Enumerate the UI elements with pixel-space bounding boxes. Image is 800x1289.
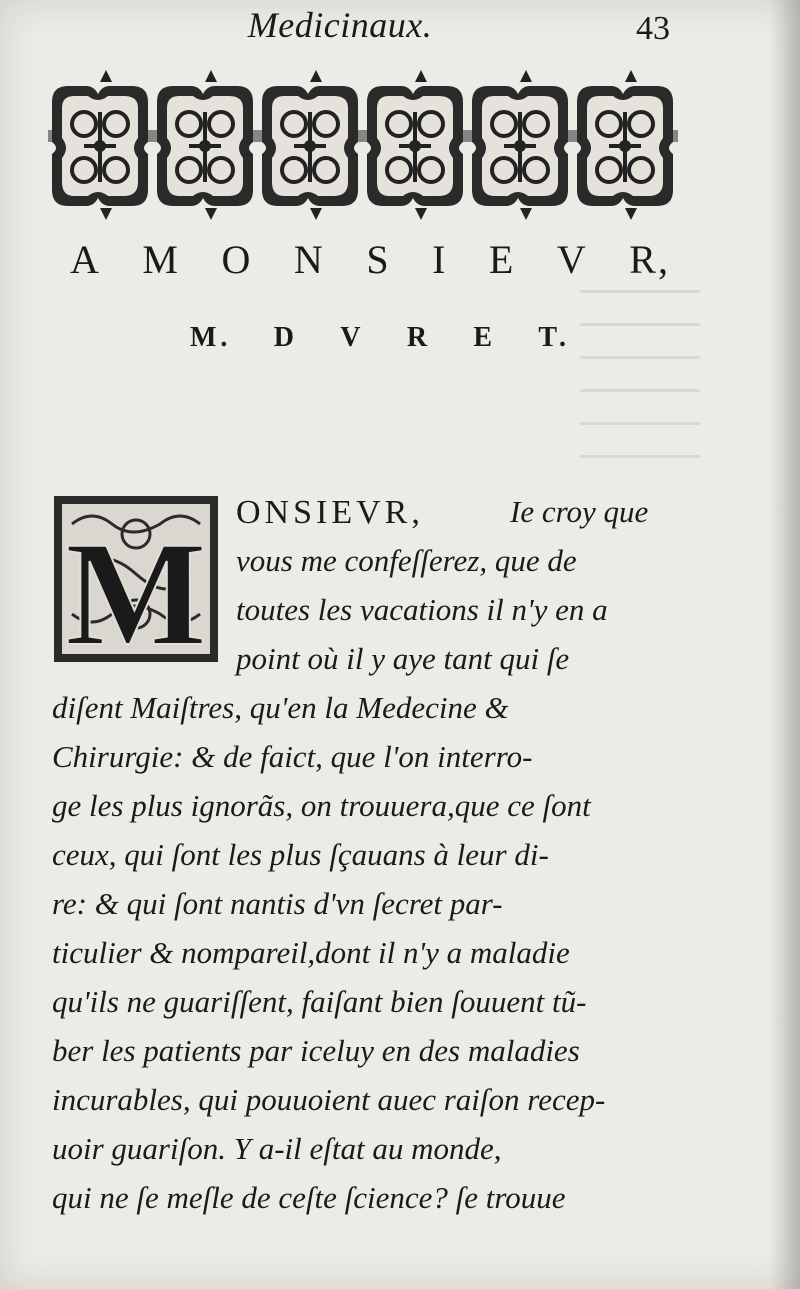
heading-letter: M	[142, 237, 180, 282]
heading-letter: T.	[538, 322, 570, 353]
heading-letter: E	[488, 237, 516, 282]
text-line: ber les patients par iceluy en des maladies	[52, 1033, 580, 1068]
opening-word: ONSIEVR,	[236, 494, 424, 531]
text-line: vous me confeſſerez, que de	[236, 543, 577, 578]
text-line: toutes les vacations il n'y en a	[236, 592, 608, 627]
text-line: Ie croy que	[510, 494, 649, 529]
dropcap-letter: M	[65, 511, 207, 664]
show-through-text	[580, 290, 700, 470]
text-line: diſent Maiſtres, qu'en la Medecine &	[52, 690, 509, 725]
heading-letter: M.	[190, 322, 232, 353]
heading-letter: A	[70, 237, 101, 282]
heading-letter: N	[293, 237, 325, 282]
heading-letter: V	[340, 322, 365, 353]
text-line: ceux, qui ſont les plus ſçauans à leur di-	[52, 837, 549, 872]
text-line: qui ne ſe meſle de ceſte ſcience? ſe trouue	[52, 1180, 566, 1215]
heading-letter: S	[366, 237, 391, 282]
text-line: point où il y aye tant qui ſe	[236, 641, 570, 676]
heading-letter: V	[556, 237, 588, 282]
text-line: incurables, qui pouuoient auec raiſon recep-	[52, 1082, 606, 1117]
heading-letter: O	[221, 237, 253, 282]
decorated-initial	[52, 494, 220, 664]
text-line: qu'ils ne guariſſent, faiſant bien ſouuent tũ-	[52, 984, 587, 1019]
heading-letter: I	[432, 237, 448, 282]
heading-letter: E	[473, 322, 497, 353]
heading-letter: R,	[629, 237, 670, 282]
text-line: ge les plus ignorãs, on trouuera,que ce ſont	[52, 788, 591, 823]
dedication-name	[190, 322, 570, 354]
text-line: Chirurgie: & de faict, que l'on interro-	[52, 739, 533, 774]
heading-letter: D	[273, 322, 298, 353]
page-edge-shadow	[770, 0, 800, 1289]
page-number: 43	[636, 10, 670, 47]
heading-letter: R	[406, 322, 432, 353]
decorative-headpiece	[48, 68, 678, 223]
running-head: Medicinaux.	[247, 5, 433, 45]
text-line: uoir guariſon. Y a-il eſtat au monde,	[52, 1131, 502, 1166]
text-line: ticulier & nompareil,dont il n'y a maladie	[52, 935, 570, 970]
text-line: re: & qui ſont nantis d'vn ſecret par-	[52, 886, 503, 921]
dedication-heading	[70, 236, 670, 283]
